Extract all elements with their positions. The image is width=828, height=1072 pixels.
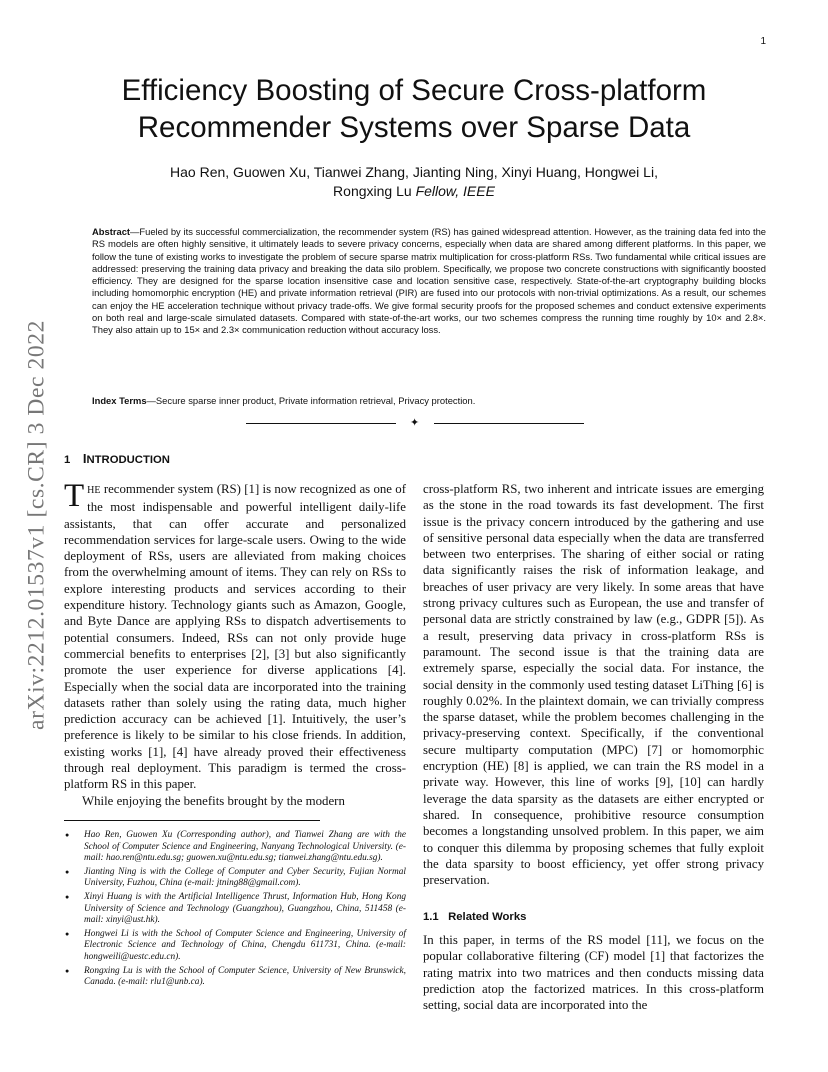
abstract-label: Abstract <box>92 226 131 237</box>
right-paragraph-1: cross-platform RS, two inherent and intricate issues are emerging as the stone in the road towards its fast development. The first issue is the privacy concern introduced by the gathering and use of sensitive personal data especially when the data are transferred between two enterprises. The sharing of either social or rating data significantly raises the risk of information leakage, and breaches of user privacy are very likely. In some areas that have strong privacy cultures such as European, the use and transfer of personal data are strictly constrained by law (e.g., GDPR [5]). As a result, preserving data privacy in cross-platform RSs is paramount. The second issue is that the training data are extremely sparse, especially the social data. For instance, the social density in the commonly used testing dataset LiThing [6] is roughly 0.02%. In the plaintext domain, we can trivially compress the sparse dataset, while the problem becomes challenging in the privacy-preserving context. Specifically, if the conventional secure multiparty computation (MPC) [7] or homomorphic encryption (HE) [8] is applied, we can train the RS model in a private way. However, this line of works [9], [10] can hardly leverage the data sparsity as the datasets are either encrypted or shared. In consequence, prohibitive resource consumption becomes a longstanding unsolved problem. In this paper, we aim to conquer this dilemma by proposing schemes that fully exploit the data sparsity to boost efficiency, yet offer strong privacy preservation. <box>423 482 764 888</box>
abstract-text: —Fueled by its successful commercialization, the recommender system (RS) has gained widespread attention. However, as the training data fed into the RS models are often highly sensitive, it ultimately leads to severe privacy concerns, especially when data are shared among different platforms. In this paper, we follow the tune of existing works to investigate the problem of secure sparse matrix multiplication for cross-platform RSs. Two fundamental while critical issues are addressed: preserving the training data privacy and breaking the data silo problem. Specifically, we propose two concrete constructions with significantly boosted efficiency. They are designed for the sparse location insensitive case and location sensitive case, respectively. State-of-the-art cryptography building blocks including homomorphic encryption (HE) and private information retrieval (PIR) are fused into our protocols with non-trivial optimizations. As a result, our schemes can enjoy the HE acceleration technique without privacy trade-offs. We give formal security proofs for the proposed schemes and conduct extensive experiments on both real and large-scale simulated datasets. Compared with state-of-the-art works, our two schemes compress the running time roughly by 10× and 2.8×. They also attain up to 15× and 2.3× communication reduction without accuracy loss. <box>92 226 766 336</box>
arxiv-stamp <box>22 290 52 760</box>
left-column <box>64 478 406 809</box>
divider-diamond-icon: ✦ <box>410 416 420 429</box>
footnote-item: ● Xinyi Huang is with the Artificial Intelligence Thrust, Information Hub, Hong Kong University of Science and Technology (Guangzhou), Guangzhou, China, 511458 (e-mail: xinyi@ust.hk). <box>84 892 406 927</box>
section-title-rest: NTRODUCTION <box>86 454 170 466</box>
footnote-item: ● Jianting Ning is with the College of Computer and Cyber Security, Fujian Normal University, Fuzhou, China (e-mail: jtning88@gmail.com). <box>84 867 406 890</box>
authors-last: Rongxing Lu <box>333 183 412 199</box>
footnotes <box>64 830 406 991</box>
footnote-item: ● Rongxing Lu is with the School of Computer Science, University of New Brunswick, Canada. (e-mail: rlu1@unb.ca). <box>84 966 406 989</box>
authors-line-1: Hao Ren, Guowen Xu, Tianwei Zhang, Jianting Ning, Xinyi Huang, Hongwei Li, <box>170 164 658 180</box>
authors-fellow: Fellow, IEEE <box>415 183 495 199</box>
arxiv-id: arXiv:2212.01537v1 [cs.CR] 3 Dec 2022 <box>23 320 50 730</box>
right-paragraph-2: In this paper, in terms of the RS model [11], we focus on the popular collaborative filtering (CF) model [1] that factorizes the rating matrix into two matrices and then conducts missing data prediction atop the factorized matrices. In this cross-platform setting, social data are incorporated into the <box>423 933 764 1013</box>
intro-paragraph-1 <box>64 478 406 793</box>
intro-paragraph-2: While enjoying the benefits brought by the modern <box>81 793 345 808</box>
index-terms-label: Index Terms <box>92 395 147 406</box>
section-title-first: I <box>82 451 87 466</box>
right-column <box>423 481 764 888</box>
section-number: 1 <box>64 454 71 466</box>
index-terms-text: —Secure sparse inner product, Private information retrieval, Privacy protection. <box>146 395 476 406</box>
footnote-item: ● Hao Ren, Guowen Xu (Corresponding author), and Tianwei Zhang are with the School of Computer Science and Engineering, Nanyang Technological University. (e-mail: hao.ren@ntu.edu.sg; guowen.xu@ntu.edu.sg; tianwei.zhang@ntu.edu.sg). <box>84 830 406 865</box>
section-divider <box>246 417 584 429</box>
subsection-heading-related-works: 1.1 Related Works <box>423 911 527 923</box>
right-column-related-works <box>423 932 764 1013</box>
intro-text-1: recommender system (RS) [1] is now recognized as one of the most indispensable and powerful intelligent daily-life assistants, that can offer accurate and personalized recommendation services for large-scale users. Owing to the wide deployment of RSs, users are alleviated from making choices from the overwhelming amount of items. They can rely on RSs to explore interesting products and services according to their expenditure history. Technology giants such as Amazon, Google, and Byte Dance are applying RSs to dispatch advertisements to potential consumers. Indeed, RSs can not only provide huge commercial benefits to enterprises [2], [3] but also significantly promote the user experience for diverse applications [4]. Especially when the social data are incorporated into the training datasets rather than solely using the rating data, much higher prediction accuracy can be achieved [1]. Intuitively, the user’s preference is likely to be similar to his close friends. In addition, existing works [1], [4] have already proved their effectiveness through real deployment. This paradigm is termed the cross-platform RS in this paper. <box>64 482 406 792</box>
page-number: 1 <box>760 36 766 47</box>
drop-cap: T <box>64 478 85 514</box>
footnote-item: ● Hongwei Li is with the School of Computer Science and Engineering, University of Electronic Science and Technology of China, Chengdu 611731, China. (e-mail: hongweili@uestc.edu.cn). <box>84 929 406 964</box>
footnote-rule <box>64 820 320 821</box>
paper-title: Efficiency Boosting of Secure Cross-platform Recommender Systems over Sparse Data <box>121 74 707 144</box>
authors-line-2 <box>60 182 768 201</box>
index-terms <box>92 395 766 407</box>
author-list <box>60 163 768 201</box>
abstract <box>92 226 766 337</box>
section-heading-introduction <box>64 451 170 466</box>
intro-smallcap: HE <box>87 485 101 496</box>
